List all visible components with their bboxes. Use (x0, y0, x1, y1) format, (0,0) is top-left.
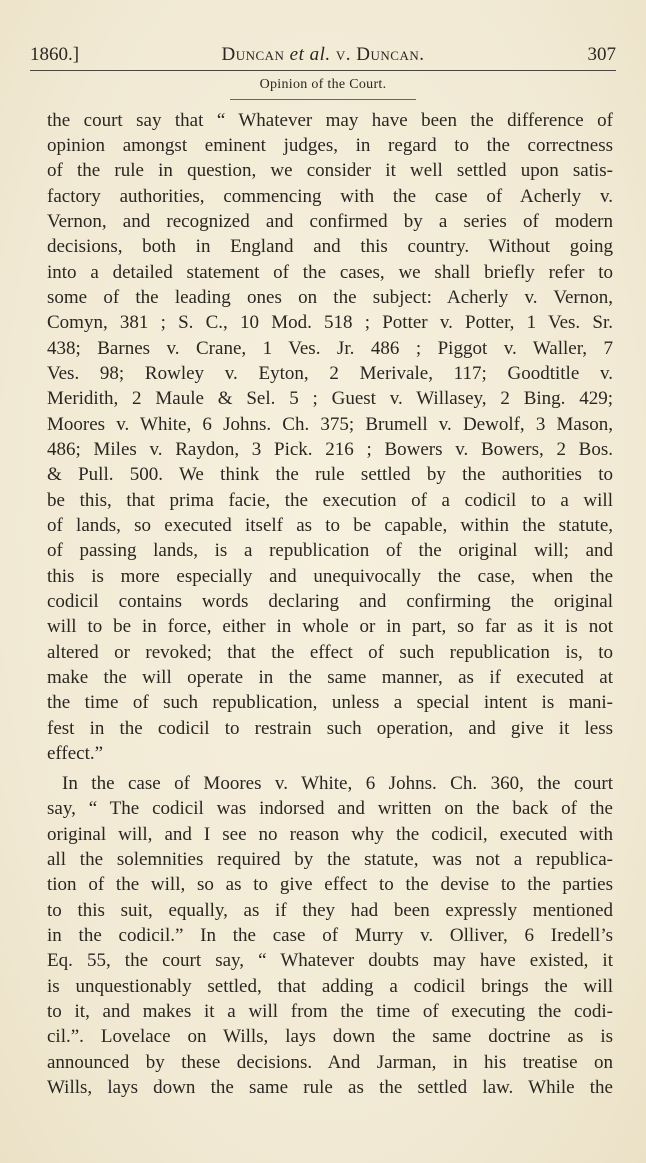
text-line: Meridith, 2 Maule & Sel. 5 ; Guest v. Willasey, 2 Bing. 429; (47, 388, 613, 409)
text-line: codicil contains words declaring and confirming the original (47, 591, 613, 612)
case-title-right: v. Duncan. (330, 44, 425, 65)
text-line: will to be in force, either in whole or in part, so far as it is not (47, 616, 613, 637)
text-line: the court say that “ Whatever may have been the difference of (47, 110, 613, 131)
text-line: factory authorities, commencing with the case of Acherly v. (47, 186, 613, 207)
text-line: to it, and makes it a will from the time of executing the codi- (47, 1001, 613, 1022)
text-line: all the solemnities required by the statute, was not a republica- (47, 849, 613, 870)
text-line: effect.” (47, 743, 104, 764)
text-line: In the case of Moores v. White, 6 Johns. Ch. 360, the court (62, 773, 613, 794)
case-title-left: Duncan (221, 44, 290, 65)
text-line: Moores v. White, 6 Johns. Ch. 375; Brumell v. Dewolf, 3 Mason, (47, 414, 613, 435)
text-line: fest in the codicil to restrain such operation, and give it less (47, 718, 613, 739)
text-line: of the rule in question, we consider it well settled upon satis- (47, 160, 613, 181)
text-line: is unquestionably settled, that adding a codicil brings the will (47, 976, 613, 997)
case-title-etal: et al. (289, 44, 331, 65)
text-line: this is more especially and unequivocally the case, when the (47, 566, 613, 587)
text-line: into a detailed statement of the cases, we shall briefly refer to (47, 262, 613, 283)
text-line: say, “ The codicil was indorsed and written on the back of the (47, 798, 613, 819)
text-line: announced by these decisions. And Jarman, in his treatise on (47, 1052, 613, 1073)
text-line: & Pull. 500. We think the rule settled by the authorities to (47, 464, 613, 485)
text-line: Ves. 98; Rowley v. Eyton, 2 Merivale, 117; Goodtitle v. (47, 363, 613, 384)
header-year: 1860.] (30, 44, 80, 65)
text-line: 486; Miles v. Raydon, 3 Pick. 216 ; Bowers v. Bowers, 2 Bos. (47, 439, 613, 460)
text-line: to this suit, equally, as if they had been expressly mentioned (47, 900, 613, 921)
text-line: in the codicil.” In the case of Murry v. Olliver, 6 Iredell’s (47, 925, 613, 946)
text-line: Comyn, 381 ; S. C., 10 Mod. 518 ; Potter v. Potter, 1 Ves. Sr. (47, 312, 613, 333)
text-line: original will, and I see no reason why the codicil, executed with (47, 824, 613, 845)
text-line: some of the leading ones on the subject: Acherly v. Vernon, (47, 287, 613, 308)
text-line: 438; Barnes v. Crane, 1 Ves. Jr. 486 ; Piggot v. Waller, 7 (47, 338, 613, 359)
text-line: Wills, lays down the same rule as the settled law. While the (47, 1077, 613, 1098)
text-line: decisions, both in England and this country. Without going (47, 236, 613, 257)
text-line: the time of such republication, unless a special intent is mani- (47, 692, 613, 713)
text-line: altered or revoked; that the effect of such republication is, to (47, 642, 613, 663)
text-line: opinion amongst eminent judges, in regard to the correctness (47, 135, 613, 156)
text-line: Vernon, and recognized and confirmed by a series of modern (47, 211, 613, 232)
text-line: be this, that prima facie, the execution of a codicil to a will (47, 490, 613, 511)
text-line: of passing lands, is a republication of the original will; and (47, 540, 613, 561)
text-line: make the will operate in the same manner, as if executed at (47, 667, 613, 688)
text-line: cil.”. Lovelace on Wills, lays down the same doctrine as is (47, 1026, 613, 1047)
header-page-number: 307 (587, 44, 616, 65)
section-subheading: Opinion of the Court. (259, 77, 387, 92)
text-line: Eq. 55, the court say, “ Whatever doubts may have existed, it (47, 950, 613, 971)
text-line: of lands, so executed itself as to be capable, within the statute, (47, 515, 613, 536)
text-line: tion of the will, so as to give effect to the devise to the parties (47, 874, 613, 895)
